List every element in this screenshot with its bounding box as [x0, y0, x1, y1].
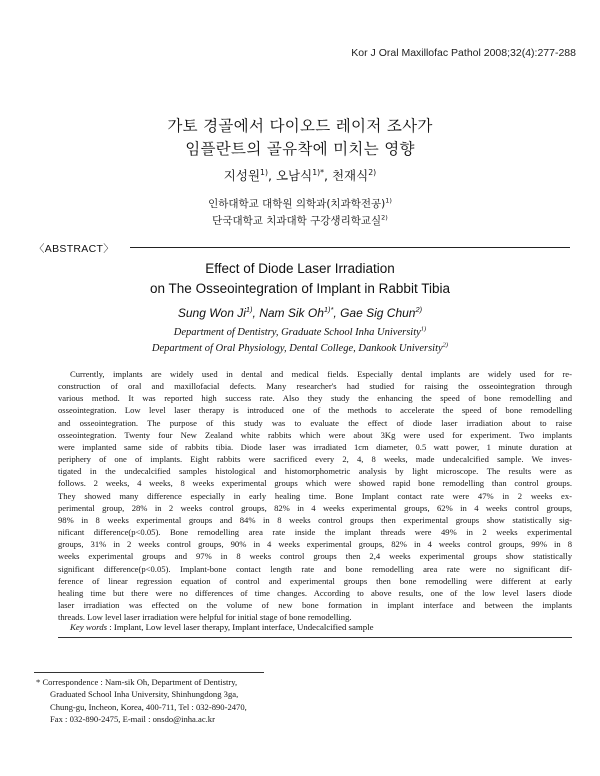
keywords: [70, 622, 373, 632]
korean-author-mark: 2): [368, 167, 377, 177]
abstract-line: were implanted same side of rabbits tibia. Diode laser was irradiated 1cm diameter, 0.5 watt power, 1 minute duration at: [58, 441, 572, 452]
abstract-line: threads. Low level laser irradiation were helpful for initial stage of bone remodelling.: [58, 612, 352, 623]
abstract-line: follows. 2 weeks, 4 weeks, 8 weeks experimental groups which were showed rapid bone remodelling than control groups.: [58, 478, 572, 489]
abstract-line: healing time but there were no differences of time changes. According to above results, one of the low level lasers diode: [58, 587, 572, 598]
english-author-separator: ,: [333, 306, 341, 320]
keywords-text: : Implant, Low level laser therapy, Implant interface, Undecalcified sample: [109, 622, 374, 632]
abstract-line: osseointegration. Twenty four New Zealand white rabbits which were about 3Kg were used for experiment. Two implants: [58, 429, 572, 440]
abstract-body: [58, 368, 572, 623]
footnote-line: * Correspondence : Nam-sik Oh, Department of Dentistry,: [36, 677, 238, 687]
english-author: Nam Sik Oh: [259, 306, 324, 320]
korean-affiliation-2: 단국대학교 치과대학 구강생리학교실$^{2)}$: [212, 213, 388, 227]
abstract-line: and osseointegration. The purpose of this study was to evaluate the effect of diode laser irradiation about to raise: [58, 417, 572, 428]
abstract-heading: 〈ABSTRACT〉: [34, 243, 115, 255]
english-affiliation-1: Department of Dentistry, Graduate School Inha University$^{1)}$: [173, 325, 427, 338]
abstract-line: They showed many difference especially in early healing time. Bone Implant contact rate were 47% in 2 weeks ex-: [58, 490, 572, 501]
korean-title-line1: 가토 경골에서 다이오드 레이저 조사가: [167, 117, 433, 135]
abstract-line: periphery of one of implants. Eight rabbits were sacrificed every 2, 4, 8 weeks, made undecalcified sample. We inves-: [58, 454, 572, 465]
korean-author-mark: 1): [260, 167, 268, 177]
abstract-line: osseointegration. Low level laser therapy is introduced one of the methods to accelerate the speed of bone remodelling: [58, 405, 572, 416]
english-author: Sung Won Ji: [177, 306, 246, 320]
korean-title-line2: 임플란트의 골유착에 미치는 영향: [185, 140, 415, 158]
abstract-line: significant difference(p<0.05). Implant-bone contact length rate and bone remodelling area rate were no significant dif-: [58, 563, 572, 574]
abstract-line: various method. It was reported high success rate. Also they study the enhancing the speed of bone remodelling and: [58, 393, 572, 404]
korean-author: 천재식: [331, 168, 369, 183]
english-author-mark: 1)*: [323, 305, 334, 314]
english-title-line2: on The Osseointegration of Implant in Rabbit Tibia: [150, 281, 450, 296]
abstract-line: perimental group, 28% in 2 weeks control groups, 82% in 4 weeks experimental groups, 62% in 4 weeks control groups,: [58, 502, 572, 513]
abstract-line: Currently, implants are widely used in dental and medical fields. Especially dental implants are widely used for re-: [70, 369, 572, 379]
correspondence-footnote: [36, 676, 336, 725]
abstract-line: groups, 31% in 2 weeks control groups, 90% in 4 weeks experimental groups, 82% in 4 weeks control groups, 99% in 8: [58, 539, 572, 550]
korean-author-separator: ,: [268, 168, 276, 183]
english-author-separator: ,: [252, 306, 260, 320]
english-author-mark: 2): [415, 305, 423, 314]
korean-authors: [0, 166, 600, 184]
abstract-line: construction of oral and maxillofacial defects. Many researcher's had studied for raising the osseointegration through: [58, 381, 572, 392]
korean-affiliation-1: 인하대학교 대학원 의학과(치과학전공)$^{1)}$: [208, 196, 392, 210]
abstract-line: nificant difference(p<0.05). Bone remodelling area rate inside the implant threads were 49% in 2 weeks experimental: [58, 527, 572, 538]
footnote-rule: [34, 672, 264, 673]
korean-author-separator: ,: [324, 168, 332, 183]
keywords-label: Key words: [70, 622, 108, 632]
footnote-line: Fax : 032-890-2475, E-mail : onsdo@inha.ac.kr: [50, 713, 215, 724]
english-title-line1: Effect of Diode Laser Irradiation: [205, 261, 395, 276]
abstract-line: ference of linear regression equation of control and experimental groups then bone remodelling were different at early: [58, 575, 572, 586]
abstract-line: 98% in 8 weeks experimental groups and 84% in 8 weeks control groups then experimental groups show statistically sig-: [58, 514, 572, 525]
abstract-line: tigated in the undecalcified samples histological and histomorphometric analysis by light microscope. The results were as: [58, 466, 572, 477]
english-author: Gae Sig Chun: [340, 306, 416, 320]
korean-author: 지성원: [223, 168, 261, 183]
abstract-line: weeks experimental groups and 97% in 8 weeks control groups then 2,4 weeks experimental groups show statistically: [58, 551, 572, 562]
journal-citation: Kor J Oral Maxillofac Pathol 2008;32(4):277-288: [351, 47, 576, 59]
korean-author: 오남식: [275, 168, 313, 183]
english-author-mark: 1): [245, 305, 253, 314]
heading-rule: [130, 247, 570, 248]
footnote-line: Graduated School Inha University, Shinhungdong 3ga,: [50, 689, 239, 700]
footnote-line: Chung-gu, Incheon, Korea, 400-711, Tel : 032-890-2470,: [50, 701, 247, 712]
abstract-line: laser irradiation was effected on the volume of new bone formation in implant interface and between the implants: [58, 599, 572, 610]
english-authors: [0, 306, 600, 320]
keywords-rule: [58, 637, 572, 638]
english-affiliation-2: Department of Oral Physiology, Dental College, Dankook University$^{2)}$: [151, 341, 449, 354]
korean-author-mark: 1)*: [312, 167, 325, 177]
